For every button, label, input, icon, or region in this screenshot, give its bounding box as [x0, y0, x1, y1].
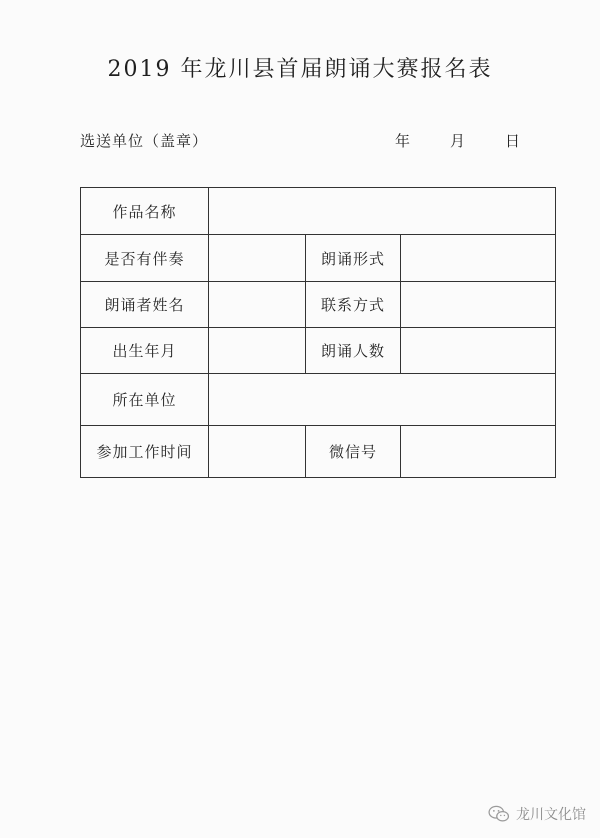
- wechat-field[interactable]: [401, 426, 556, 478]
- recitation-form-label: 朗诵形式: [306, 235, 401, 282]
- date-year-label: 年: [395, 132, 411, 150]
- registration-form-table: [80, 187, 556, 478]
- work-start-field[interactable]: [209, 426, 306, 478]
- watermark: [488, 804, 586, 824]
- table-row: [81, 426, 556, 478]
- table-row: [81, 374, 556, 426]
- reciter-count-label: 朗诵人数: [306, 328, 401, 374]
- recitation-form-field[interactable]: [401, 235, 556, 282]
- table-row: [81, 328, 556, 374]
- contact-label: 联系方式: [306, 282, 401, 328]
- reciter-name-field[interactable]: [209, 282, 306, 328]
- work-name-label: 作品名称: [81, 188, 209, 235]
- wechat-icon: [488, 805, 510, 823]
- page-title: 2019 年龙川县首届朗诵大赛报名表: [107, 57, 493, 82]
- accompaniment-label: 是否有伴奏: [81, 235, 209, 282]
- birth-date-label: 出生年月: [81, 328, 209, 374]
- work-name-field[interactable]: [209, 188, 556, 235]
- date-day-label: 日: [505, 132, 521, 150]
- workplace-label: 所在单位: [81, 374, 209, 426]
- date-month-label: 月: [450, 132, 466, 150]
- birth-date-field[interactable]: [209, 328, 306, 374]
- table-row: [81, 188, 556, 235]
- table-row: [81, 235, 556, 282]
- contact-field[interactable]: [401, 282, 556, 328]
- accompaniment-field[interactable]: [209, 235, 306, 282]
- wechat-label: 微信号: [306, 426, 401, 478]
- work-start-label: 参加工作时间: [81, 426, 209, 478]
- sender-unit-label: 选送单位（盖章）: [80, 132, 209, 150]
- table-row: [81, 282, 556, 328]
- watermark-text: 龙川文化馆: [516, 807, 586, 823]
- reciter-count-field[interactable]: [401, 328, 556, 374]
- workplace-field[interactable]: [209, 374, 556, 426]
- reciter-name-label: 朗诵者姓名: [81, 282, 209, 328]
